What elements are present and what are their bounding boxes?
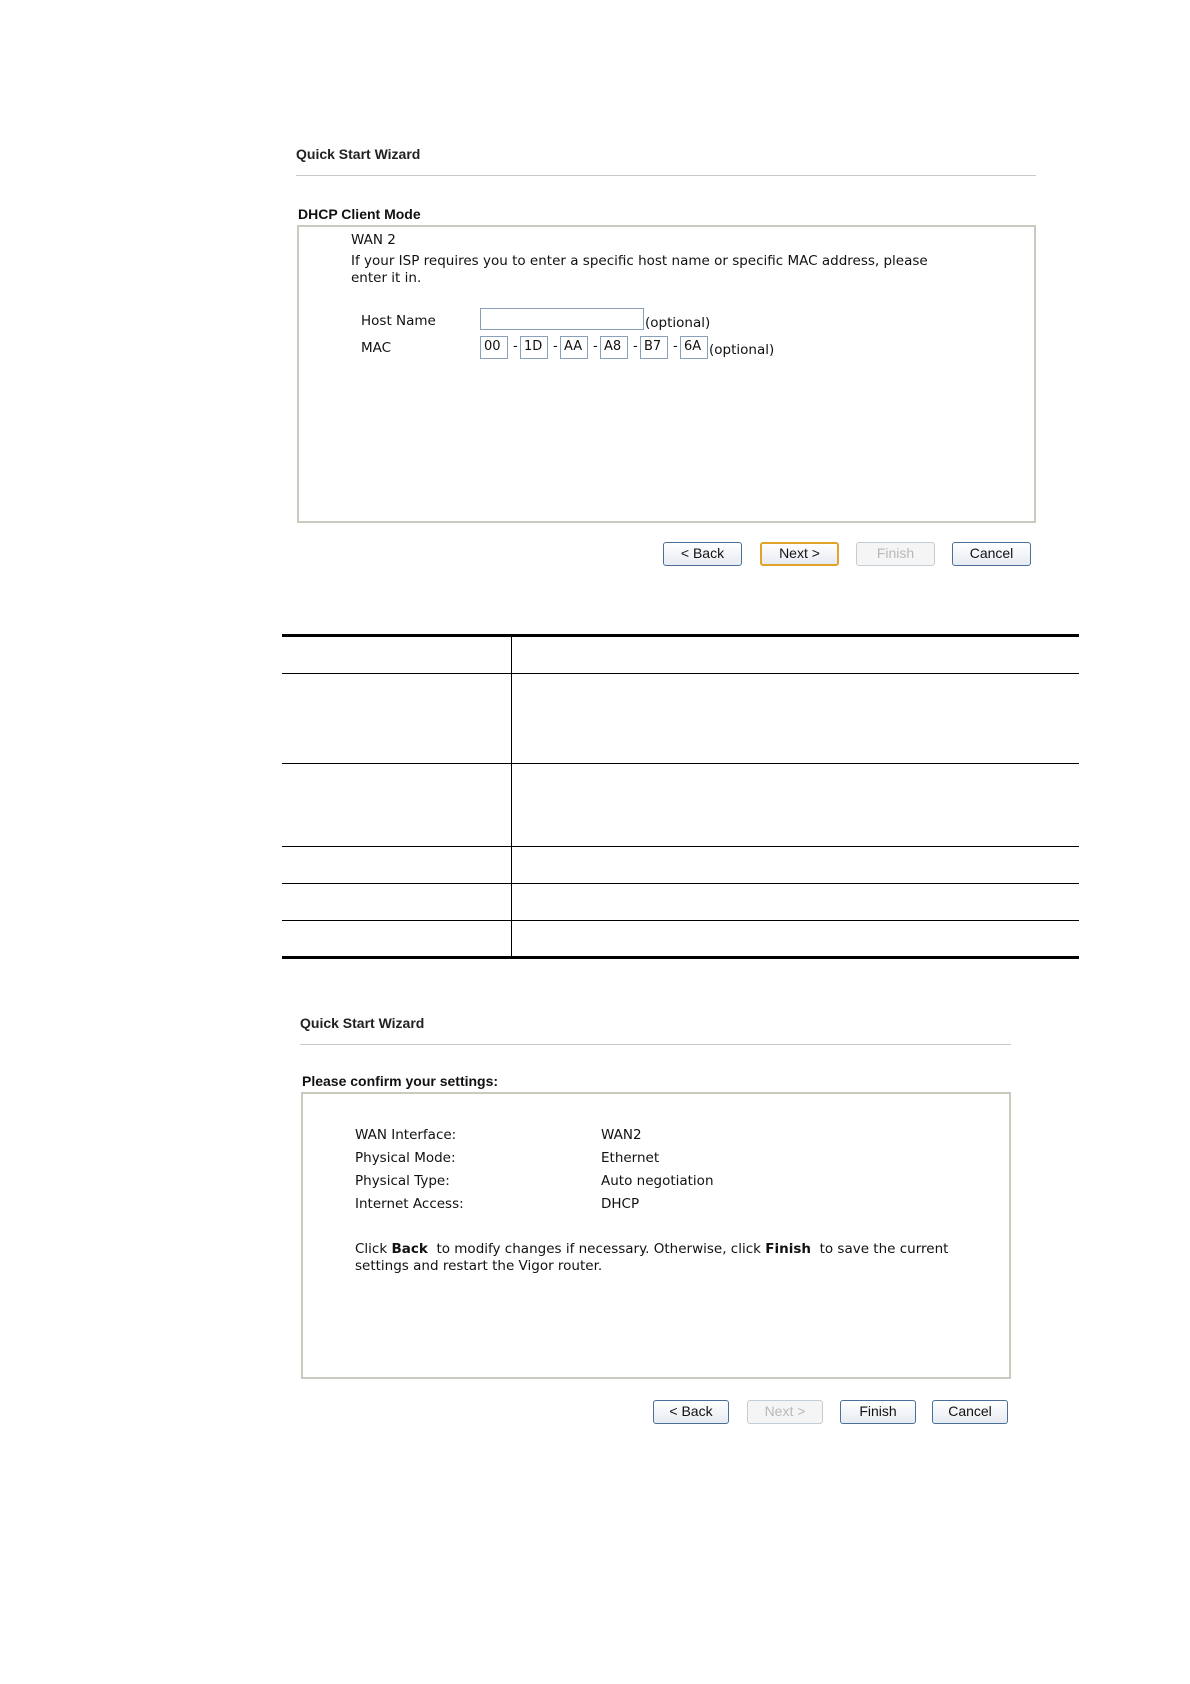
mac-label: MAC [361, 340, 392, 356]
host-name-label: Host Name [361, 313, 436, 329]
next-button[interactable]: Next > [760, 542, 839, 566]
physical-mode-label: Physical Mode: [355, 1150, 456, 1166]
mac-separator: - [553, 339, 558, 354]
mac-octet-5-input[interactable]: B7 [640, 336, 668, 359]
mac-optional-hint: (optional) [709, 342, 775, 358]
table-row-divider [282, 763, 1079, 764]
back-button[interactable]: < Back [653, 1400, 729, 1424]
physical-type-value: Auto negotiation [601, 1173, 714, 1189]
description-line-2: enter it in. [351, 270, 422, 286]
note-finish-keyword: Finish [765, 1241, 811, 1257]
wan-interface-value: WAN2 [601, 1127, 642, 1143]
note-text: to save the current [810, 1241, 949, 1257]
table-column-divider [511, 634, 512, 959]
note-back-keyword: Back [391, 1241, 428, 1257]
finish-button[interactable]: Finish [840, 1400, 916, 1424]
cancel-button[interactable]: Cancel [932, 1400, 1008, 1424]
mac-separator: - [673, 339, 678, 354]
wizard-title: Quick Start Wizard [296, 146, 421, 162]
mac-octet-4-input[interactable]: A8 [600, 336, 628, 359]
confirm-note-line-2: settings and restart the Vigor router. [355, 1258, 603, 1274]
physical-type-label: Physical Type: [355, 1173, 450, 1189]
table-row-divider [282, 920, 1079, 921]
section-title: DHCP Client Mode [298, 206, 421, 222]
mac-octet-2-input[interactable]: 1D [520, 336, 548, 359]
mac-octet-6-input[interactable]: 6A [680, 336, 708, 359]
description-line-1: If your ISP requires you to enter a specific host name or specific MAC address, please [351, 253, 928, 269]
back-button[interactable]: < Back [663, 542, 742, 566]
confirm-note [355, 1241, 948, 1257]
wizard-title: Quick Start Wizard [300, 1015, 425, 1031]
section-title: Please confirm your settings: [302, 1073, 499, 1089]
mac-separator: - [633, 339, 638, 354]
table-row-divider [282, 673, 1079, 674]
title-divider [300, 1044, 1011, 1045]
dhcp-client-panel [297, 225, 1036, 523]
internet-access-value: DHCP [601, 1196, 640, 1212]
table-row-divider [282, 883, 1079, 884]
note-text: to modify changes if necessary. Otherwise, click [427, 1241, 766, 1257]
confirm-settings-panel [301, 1092, 1011, 1379]
host-name-input[interactable] [480, 308, 644, 330]
table-row-divider [282, 846, 1079, 847]
title-divider [296, 175, 1036, 176]
mac-octet-1-input[interactable]: 00 [480, 336, 508, 359]
wan-label: WAN 2 [351, 232, 396, 248]
next-button: Next > [747, 1400, 823, 1424]
table-top-rule [282, 634, 1079, 637]
mac-separator: - [513, 339, 518, 354]
note-text: Click [355, 1241, 392, 1257]
table-bottom-rule [282, 956, 1079, 959]
wan-interface-label: WAN Interface: [355, 1127, 457, 1143]
cancel-button[interactable]: Cancel [952, 542, 1031, 566]
mac-octet-3-input[interactable]: AA [560, 336, 588, 359]
physical-mode-value: Ethernet [601, 1150, 660, 1166]
host-name-optional-hint: (optional) [645, 315, 711, 331]
finish-button: Finish [856, 542, 935, 566]
mac-separator: - [593, 339, 598, 354]
description-table [282, 634, 1079, 959]
internet-access-label: Internet Access: [355, 1196, 464, 1212]
